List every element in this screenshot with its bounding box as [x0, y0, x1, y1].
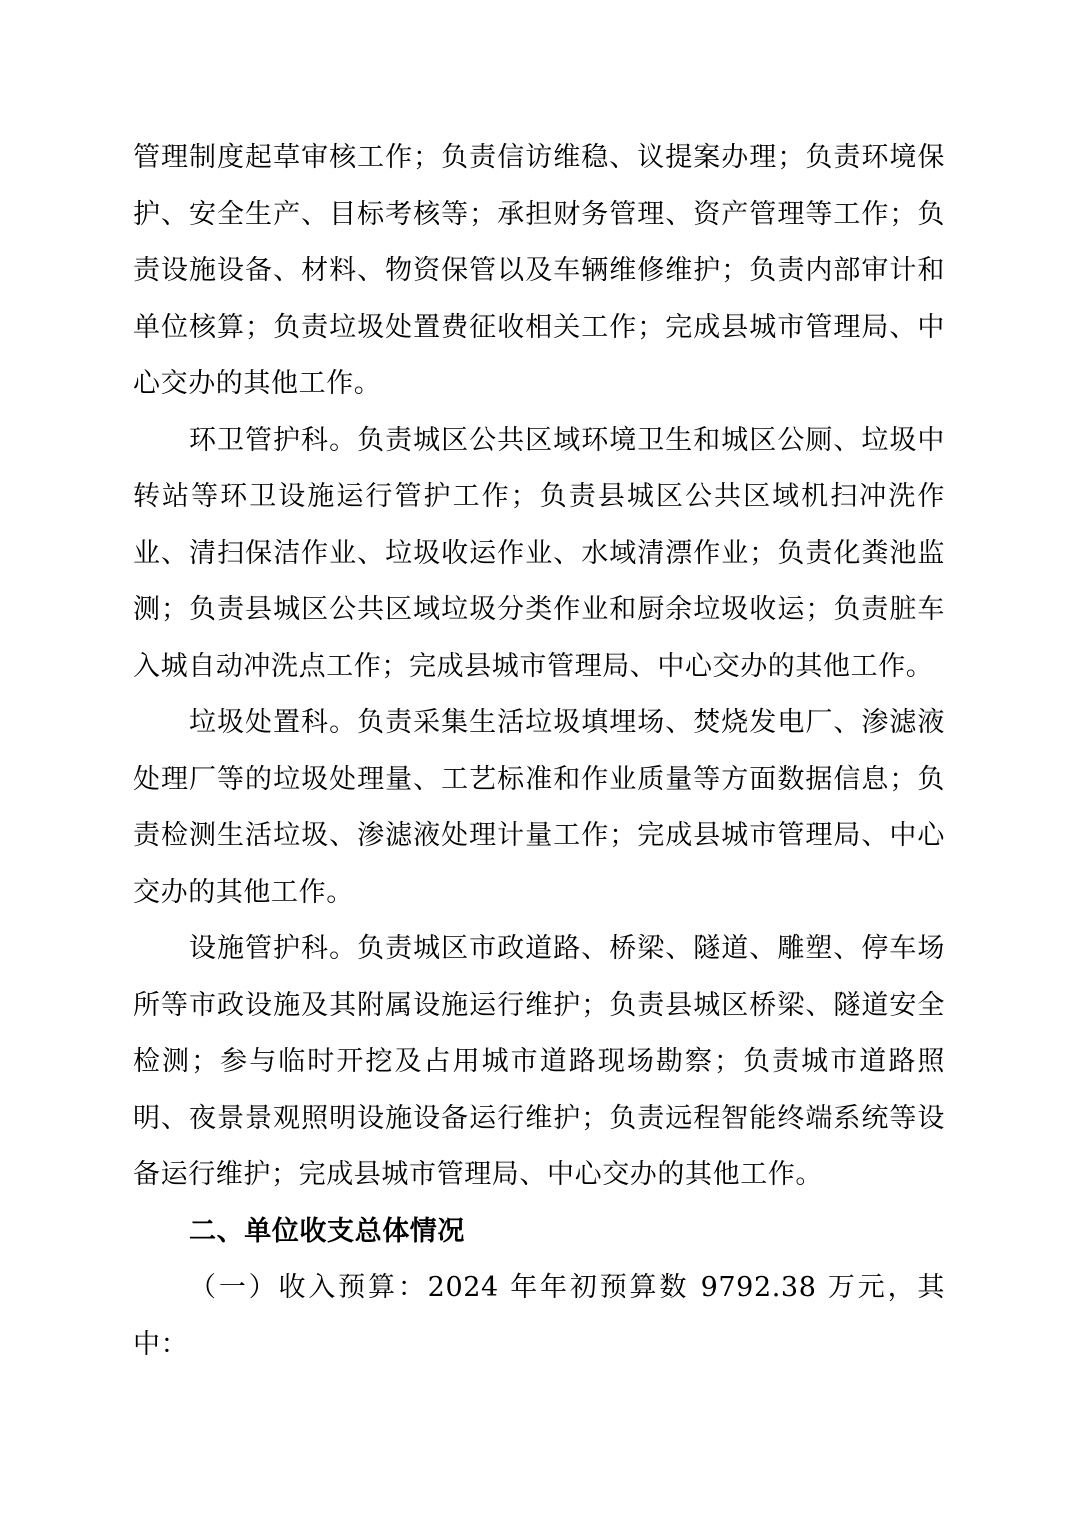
paragraph-income-budget: （一）收入预算：2024 年年初预算数 9792.38 万元，其中：: [133, 1272, 945, 1360]
paragraph-facility-maintenance-section: 设施管护科。负责城区市政道路、桥梁、隧道、雕塑、停车场所等市政设施及其附属设施运行维护；负责县城区桥梁、隧道安全检测；参与临时开挖及占用城市道路现场勘察；负责城市道路照明、夜景景观照明设施设备运行维护；负责远程智能终端系统等设备运行维护；完成县城市管理局、中心交办的其他工作。: [133, 933, 945, 1190]
section-heading: 二、单位收支总体情况: [189, 1215, 465, 1247]
paragraph-continuation: 管理制度起草审核工作；负责信访维稳、议提案办理；负责环境保护、安全生产、目标考核等；承担财务管理、资产管理等工作；负责设施设备、材料、物资保管以及车辆维修维护；负责内部审计和单位核算；负责垃圾处置费征收相关工作；完成县城市管理局、中心交办的其他工作。: [133, 142, 945, 399]
paragraph-waste-disposal-section: 垃圾处置科。负责采集生活垃圾填埋场、焚烧发电厂、渗滤液处理厂等的垃圾处理量、工艺标准和作业质量等方面数据信息；负责检测生活垃圾、渗滤液处理计量工作；完成县城市管理局、中心交办的其他工作。: [133, 707, 945, 908]
document-page: [133, 130, 945, 1373]
paragraph-sanitation-section: 环卫管护科。负责城区公共区域环境卫生和城区公厕、垃圾中转站等环卫设施运行管护工作；负责县城区公共区域机扫冲洗作业、清扫保洁作业、垃圾收运作业、水域清漂作业；负责化粪池监测；负责县城区公共区域垃圾分类作业和厨余垃圾收运；负责脏车入城自动冲洗点工作；完成县城市管理局、中心交办的其他工作。: [133, 424, 945, 682]
